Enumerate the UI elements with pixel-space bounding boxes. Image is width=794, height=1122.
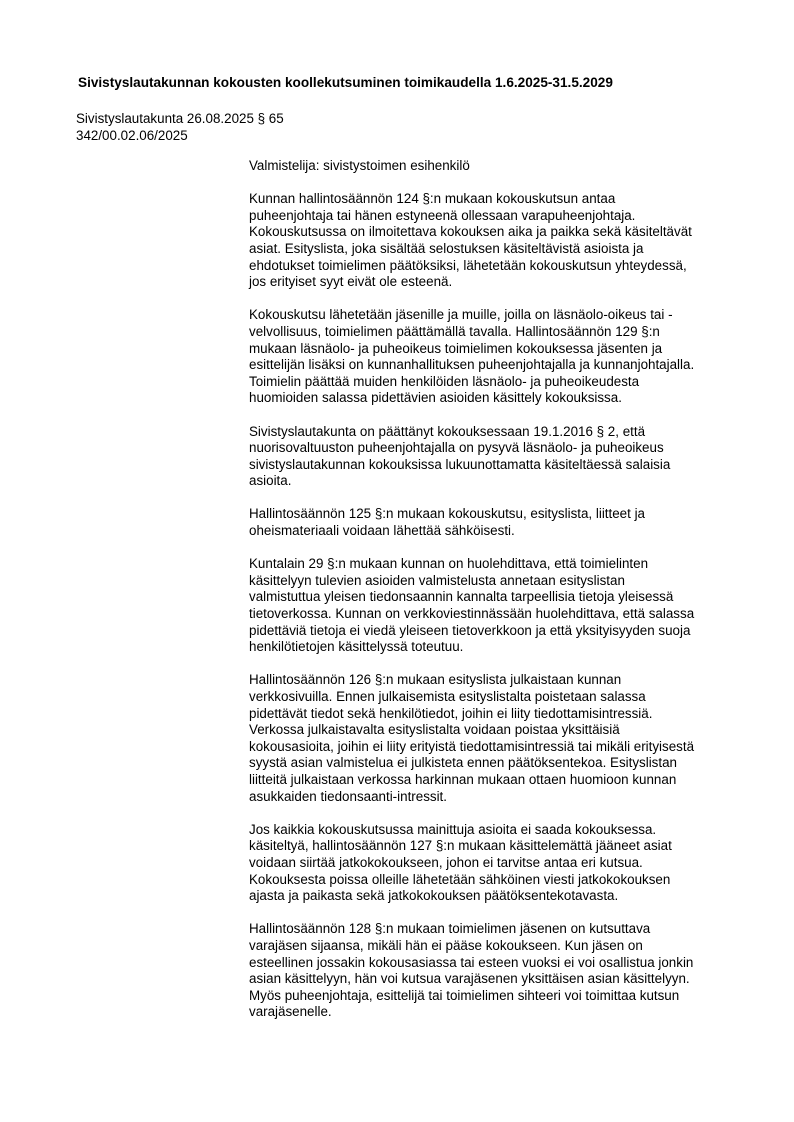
- paragraph-line: varajäsenelle.: [249, 1004, 332, 1020]
- paragraph-line: Hallintosäännön 125 §:n mukaan kokouskutsu, esityslista, liitteet ja: [249, 506, 645, 522]
- body-paragraph: [249, 822, 749, 905]
- paragraph-line: Hallintosäännön 126 §:n mukaan esityslista julkaistaan kunnan: [249, 672, 622, 688]
- paragraph-line: esteellinen jossakin kokousasiassa tai esteen vuoksi ei voi osallistua jonkin: [249, 954, 694, 970]
- paragraph-line: puheenjohtaja tai hänen estyneenä ollessaan varapuheenjohtaja.: [249, 207, 636, 223]
- paragraph-line: Jos kaikkia kokouskutsussa mainittuja asioita ei saada kokouksessa.: [249, 821, 657, 837]
- paragraph-line: asioita.: [249, 473, 292, 489]
- paragraph-line: sivistyslautakunnan kokouksissa lukuunottamatta käsiteltäessä salaisia: [249, 456, 671, 472]
- paragraph-line: Toimielin päättää muiden henkilöiden läsnäolo- ja puheoikeudesta: [249, 373, 640, 389]
- body-paragraph: [249, 191, 749, 291]
- paragraph-line: tietoverkossa. Kunnan on verkkoviestinnässään huolehdittava, että salassa: [249, 606, 695, 622]
- body-paragraph: [249, 921, 749, 1021]
- paragraph-line: kokousasioita, joihin ei liity erityistä tiedottamisintressiä tai mikäli erityisestä: [249, 738, 695, 754]
- body-paragraph: [249, 556, 749, 656]
- paragraph-line: voidaan siirtää jatkokokoukseen, johon ei tarvitse antaa eri kutsua.: [249, 854, 643, 870]
- document-body: [249, 158, 749, 1037]
- paragraph-line: oheismateriaali voidaan lähettää sähköisesti.: [249, 523, 515, 539]
- paragraph-line: Verkossa julkaistavalta esityslistalta voidaan poistaa yksittäisiä: [249, 722, 620, 738]
- paragraph-line: Kokouskutsussa on ilmoitettava kokouksen aika ja paikka sekä käsiteltävät: [249, 224, 692, 240]
- paragraph-line: Kokouksesta poissa olleille lähetetään sähköinen viesti jatkokokouksen: [249, 871, 671, 887]
- body-paragraph: [249, 506, 749, 539]
- paragraph-line: käsiteltyä, hallintosäännön 127 §:n mukaan käsittelemättä jääneet asiat: [249, 838, 672, 854]
- paragraph-line: ajasta ja paikasta sekä jatkokokouksen päätöksentekotavasta.: [249, 888, 619, 904]
- body-paragraph: [249, 672, 749, 805]
- paragraph-line: henkilötietojen käsittelyssä toteutuu.: [249, 639, 464, 655]
- paragraph-line: liitteitä julkaistaan verkossa harkinnan mukaan ottaen huomioon kunnan: [249, 771, 677, 787]
- paragraph-line: pidettävät tiedot sekä henkilötiedot, joihin ei liity tiedottamisintressiä.: [249, 705, 653, 721]
- paragraph-line: varajäsen sijaansa, mikäli hän ei pääse kokoukseen. Kun jäsen on: [249, 937, 643, 953]
- paragraph-line: mukaan läsnäolo- ja puheoikeus toimielimen kokouksessa jäsenten ja: [249, 340, 663, 356]
- paragraph-line: velvollisuus, toimielimen päättämällä tavalla. Hallintosäännön 129 §:n: [249, 323, 660, 339]
- paragraph-line: nuorisovaltuuston puheenjohtajalla on pysyvä läsnäolo- ja puheoikeus: [249, 440, 664, 456]
- record-number: 342/00.02.06/2025: [76, 128, 188, 143]
- paragraph-line: syystä asian valmistelua ei julkisteta ennen päätöksentekoa. Esityslistan: [249, 755, 677, 771]
- paragraph-line: asukkaiden tiedonsaanti-intressit.: [249, 788, 447, 804]
- paragraph-line: Valmistelija: sivistystoimen esihenkilö: [249, 158, 470, 173]
- body-paragraph: [249, 424, 749, 490]
- paragraph-line: valmistuttua yleisen tiedonsaannin kannalta tarpeellisia tietoja yleisessä: [249, 589, 674, 605]
- paragraph-line: verkkosivuilla. Ennen julkaisemista esityslistalta poistetaan salassa: [249, 689, 646, 704]
- paragraph-line: Kunnan hallintosäännön 124 §:n mukaan kokouskutsun antaa: [249, 191, 616, 207]
- paragraph-line: Kuntalain 29 §:n mukaan kunnan on huolehdittava, että toimielinten: [249, 556, 649, 572]
- paragraph-line: esittelijän lisäksi on kunnanhallituksen puheenjohtajalla ja kunnanjohtajalla.: [249, 357, 695, 373]
- paragraph-line: pidettäviä tietoja ei viedä yleiseen tietoverkkoon ja että yksityisyyden suoja: [249, 622, 691, 638]
- paragraph-line: asiat. Esityslista, joka sisältää selostuksen käsiteltävistä asioista ja: [249, 240, 644, 256]
- paragraph-line: Hallintosäännön 128 §:n mukaan toimielimen jäsenen on kutsuttava: [249, 921, 651, 937]
- paragraph-line: huomioiden salassa pidettävien asioiden käsittely kokouksissa.: [249, 390, 622, 406]
- body-paragraph: [249, 307, 749, 407]
- meeting-reference: Sivistyslautakunta 26.08.2025 § 65: [76, 111, 284, 126]
- paragraph-line: ehdotukset toimielimen päätöksiksi, lähetetään kokouskutsun yhteydessä,: [249, 257, 687, 273]
- paragraph-line: asian käsittelyyn, hän voi kutsua varajäsenen yksittäisen asian käsittelyyn.: [249, 971, 690, 987]
- preparer-line: [249, 158, 749, 175]
- paragraph-line: Sivistyslautakunta on päättänyt kokouksessaan 19.1.2016 § 2, että: [249, 423, 646, 439]
- meeting-meta: [76, 110, 284, 144]
- paragraph-line: Myös puheenjohtaja, esittelijä tai toimielimen sihteeri voi toimittaa kutsun: [249, 987, 680, 1003]
- paragraph-line: käsittelyyn tulevien asioiden valmistelusta annetaan esityslistan: [249, 572, 625, 588]
- document-title: Sivistyslautakunnan kokousten koollekutsuminen toimikaudella 1.6.2025-31.5.2029: [78, 75, 613, 90]
- paragraph-line: jos erityiset syyt eivät ole esteenä.: [249, 274, 453, 290]
- paragraph-line: Kokouskutsu lähetetään jäsenille ja muille, joilla on läsnäolo-oikeus tai -: [249, 307, 673, 323]
